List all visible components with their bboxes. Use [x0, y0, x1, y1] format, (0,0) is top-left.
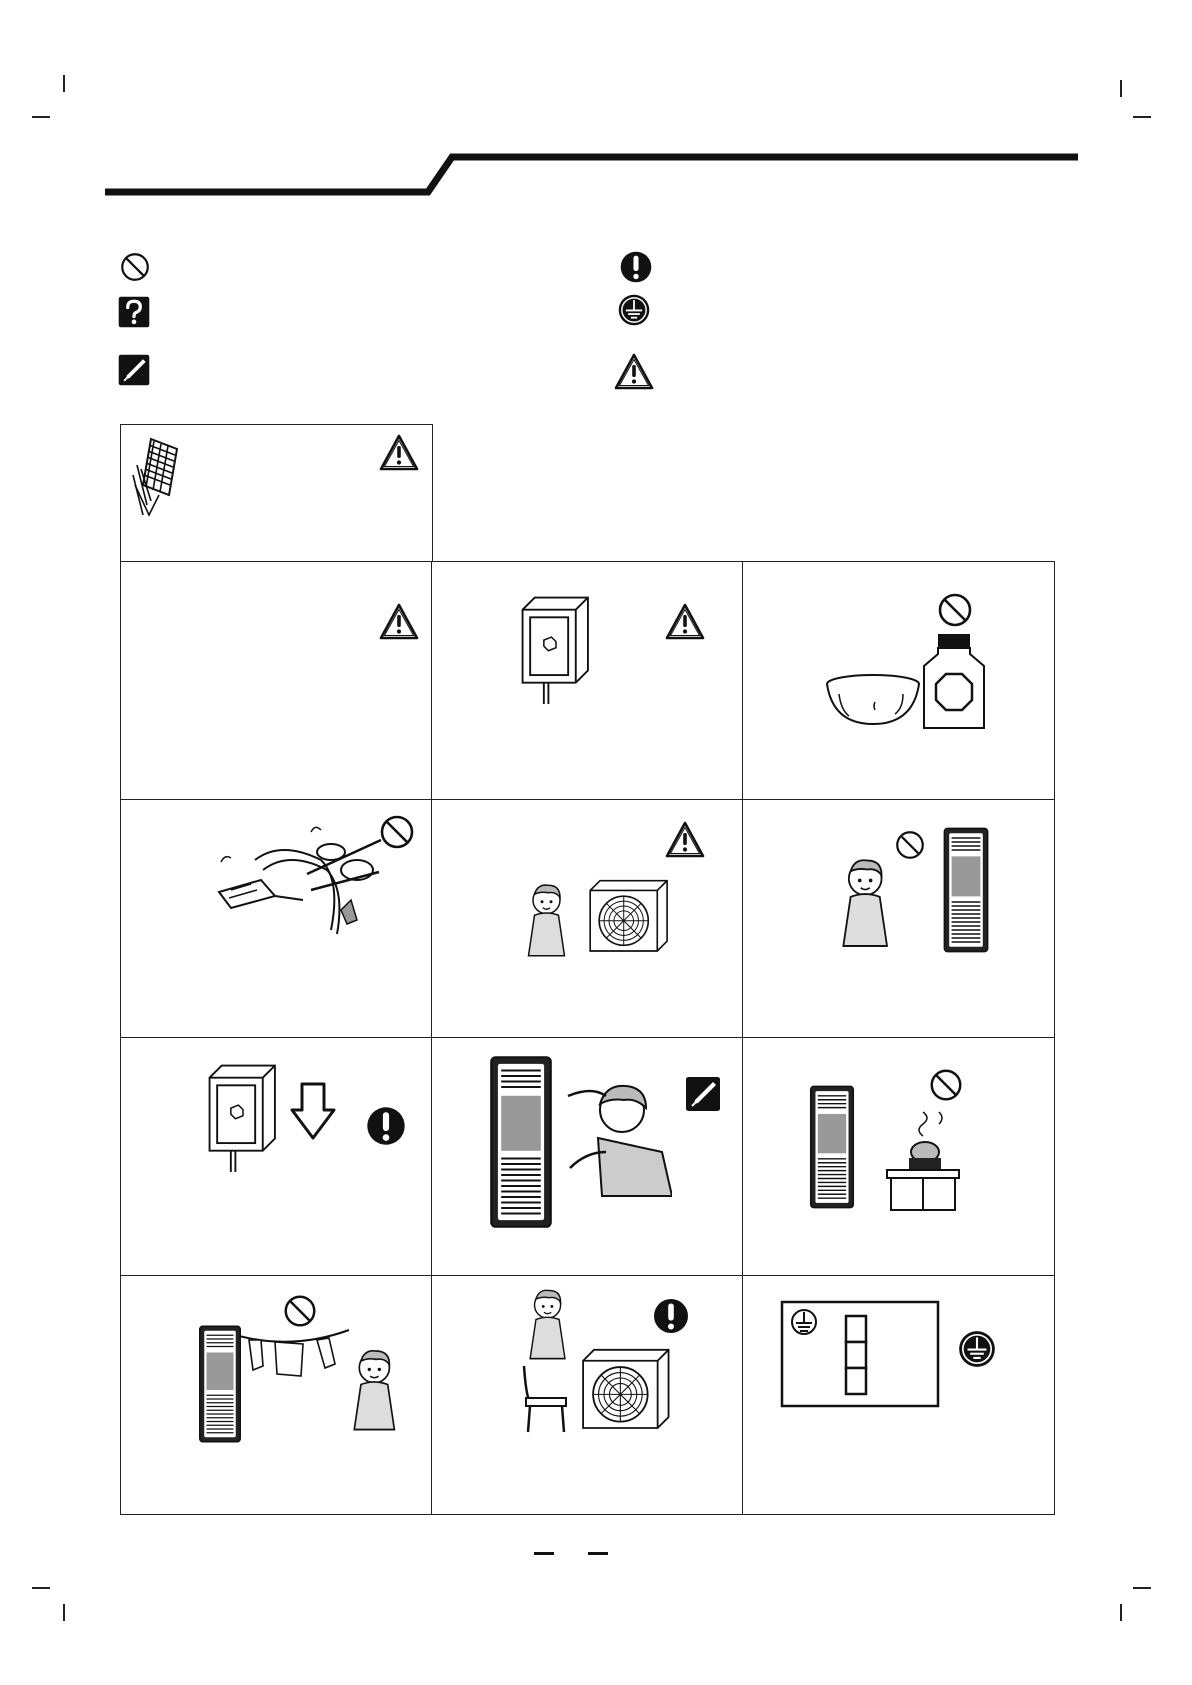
top-panel [120, 424, 433, 564]
prohibited-icon [281, 1292, 319, 1330]
tower-unit-illustration [808, 1084, 856, 1210]
grid-cell [120, 1037, 433, 1277]
child-illustration [829, 855, 905, 955]
crop-mark [32, 116, 50, 118]
tower-unit-illustration [488, 1054, 554, 1230]
ground-icon [956, 1328, 998, 1370]
legend-item [616, 292, 652, 328]
outdoor-unit-illustration [582, 872, 672, 958]
laundry-illustration [239, 1326, 349, 1386]
prohibited-icon [935, 590, 975, 630]
child-illustration [341, 1346, 411, 1438]
grid-cell [742, 1037, 1055, 1277]
grid-cell [120, 1275, 433, 1515]
question-icon [116, 294, 152, 330]
mandatory-icon [651, 1296, 691, 1336]
stove-illustration [883, 1108, 963, 1212]
crop-mark [1133, 1587, 1151, 1589]
child-illustration [518, 878, 578, 966]
header-bar [100, 140, 1090, 200]
warning-icon [379, 602, 419, 642]
ground-terminal-box-illustration [780, 1300, 940, 1410]
bowl-illustration [823, 672, 923, 728]
heat-exchanger-fins-illustration [129, 435, 189, 525]
page-number-dash [534, 1552, 554, 1555]
tower-unit-illustration [940, 826, 992, 954]
prohibited-icon [118, 250, 152, 284]
crop-mark [1133, 116, 1151, 118]
legend-item [116, 352, 152, 388]
cutting-cord-illustration [211, 820, 401, 940]
tower-unit-illustration [197, 1324, 243, 1444]
arrow-down-icon [288, 1080, 338, 1142]
outdoor-unit-illustration [574, 1340, 674, 1436]
warning-icon [379, 433, 419, 473]
ground-icon [616, 292, 652, 328]
crop-mark [32, 1587, 50, 1589]
note-icon [116, 352, 152, 388]
legend-item [618, 249, 654, 285]
page-number-dash [588, 1552, 608, 1555]
chair-illustration [516, 1362, 576, 1434]
child-illustration [520, 1286, 578, 1366]
legend-item [116, 294, 152, 330]
grid-cell [431, 561, 744, 801]
legend-item [118, 250, 152, 284]
crop-mark [1120, 1604, 1122, 1621]
note-icon [683, 1074, 723, 1114]
bottle-illustration [918, 632, 990, 732]
mandatory-icon [618, 249, 654, 285]
grid-cell [120, 561, 433, 801]
grid-cell [742, 1275, 1055, 1515]
person-illustration [562, 1072, 672, 1202]
grid-cell [120, 799, 433, 1039]
grid-cell [431, 1275, 744, 1515]
prohibited-icon [927, 1066, 965, 1104]
breaker-box-illustration [205, 1048, 281, 1188]
mandatory-icon [364, 1104, 408, 1148]
grid-cell [431, 1037, 744, 1277]
warning-icon [614, 352, 654, 392]
breaker-box-illustration [518, 580, 594, 720]
crop-mark [63, 1604, 65, 1621]
legend-item [614, 352, 654, 392]
crop-mark [63, 75, 65, 92]
warning-icon [665, 602, 705, 642]
grid-cell [742, 799, 1055, 1039]
prohibited-icon [377, 812, 417, 852]
crop-mark [1120, 80, 1122, 97]
warning-icon [665, 820, 705, 860]
grid-cell [431, 799, 744, 1039]
grid-cell [742, 561, 1055, 801]
